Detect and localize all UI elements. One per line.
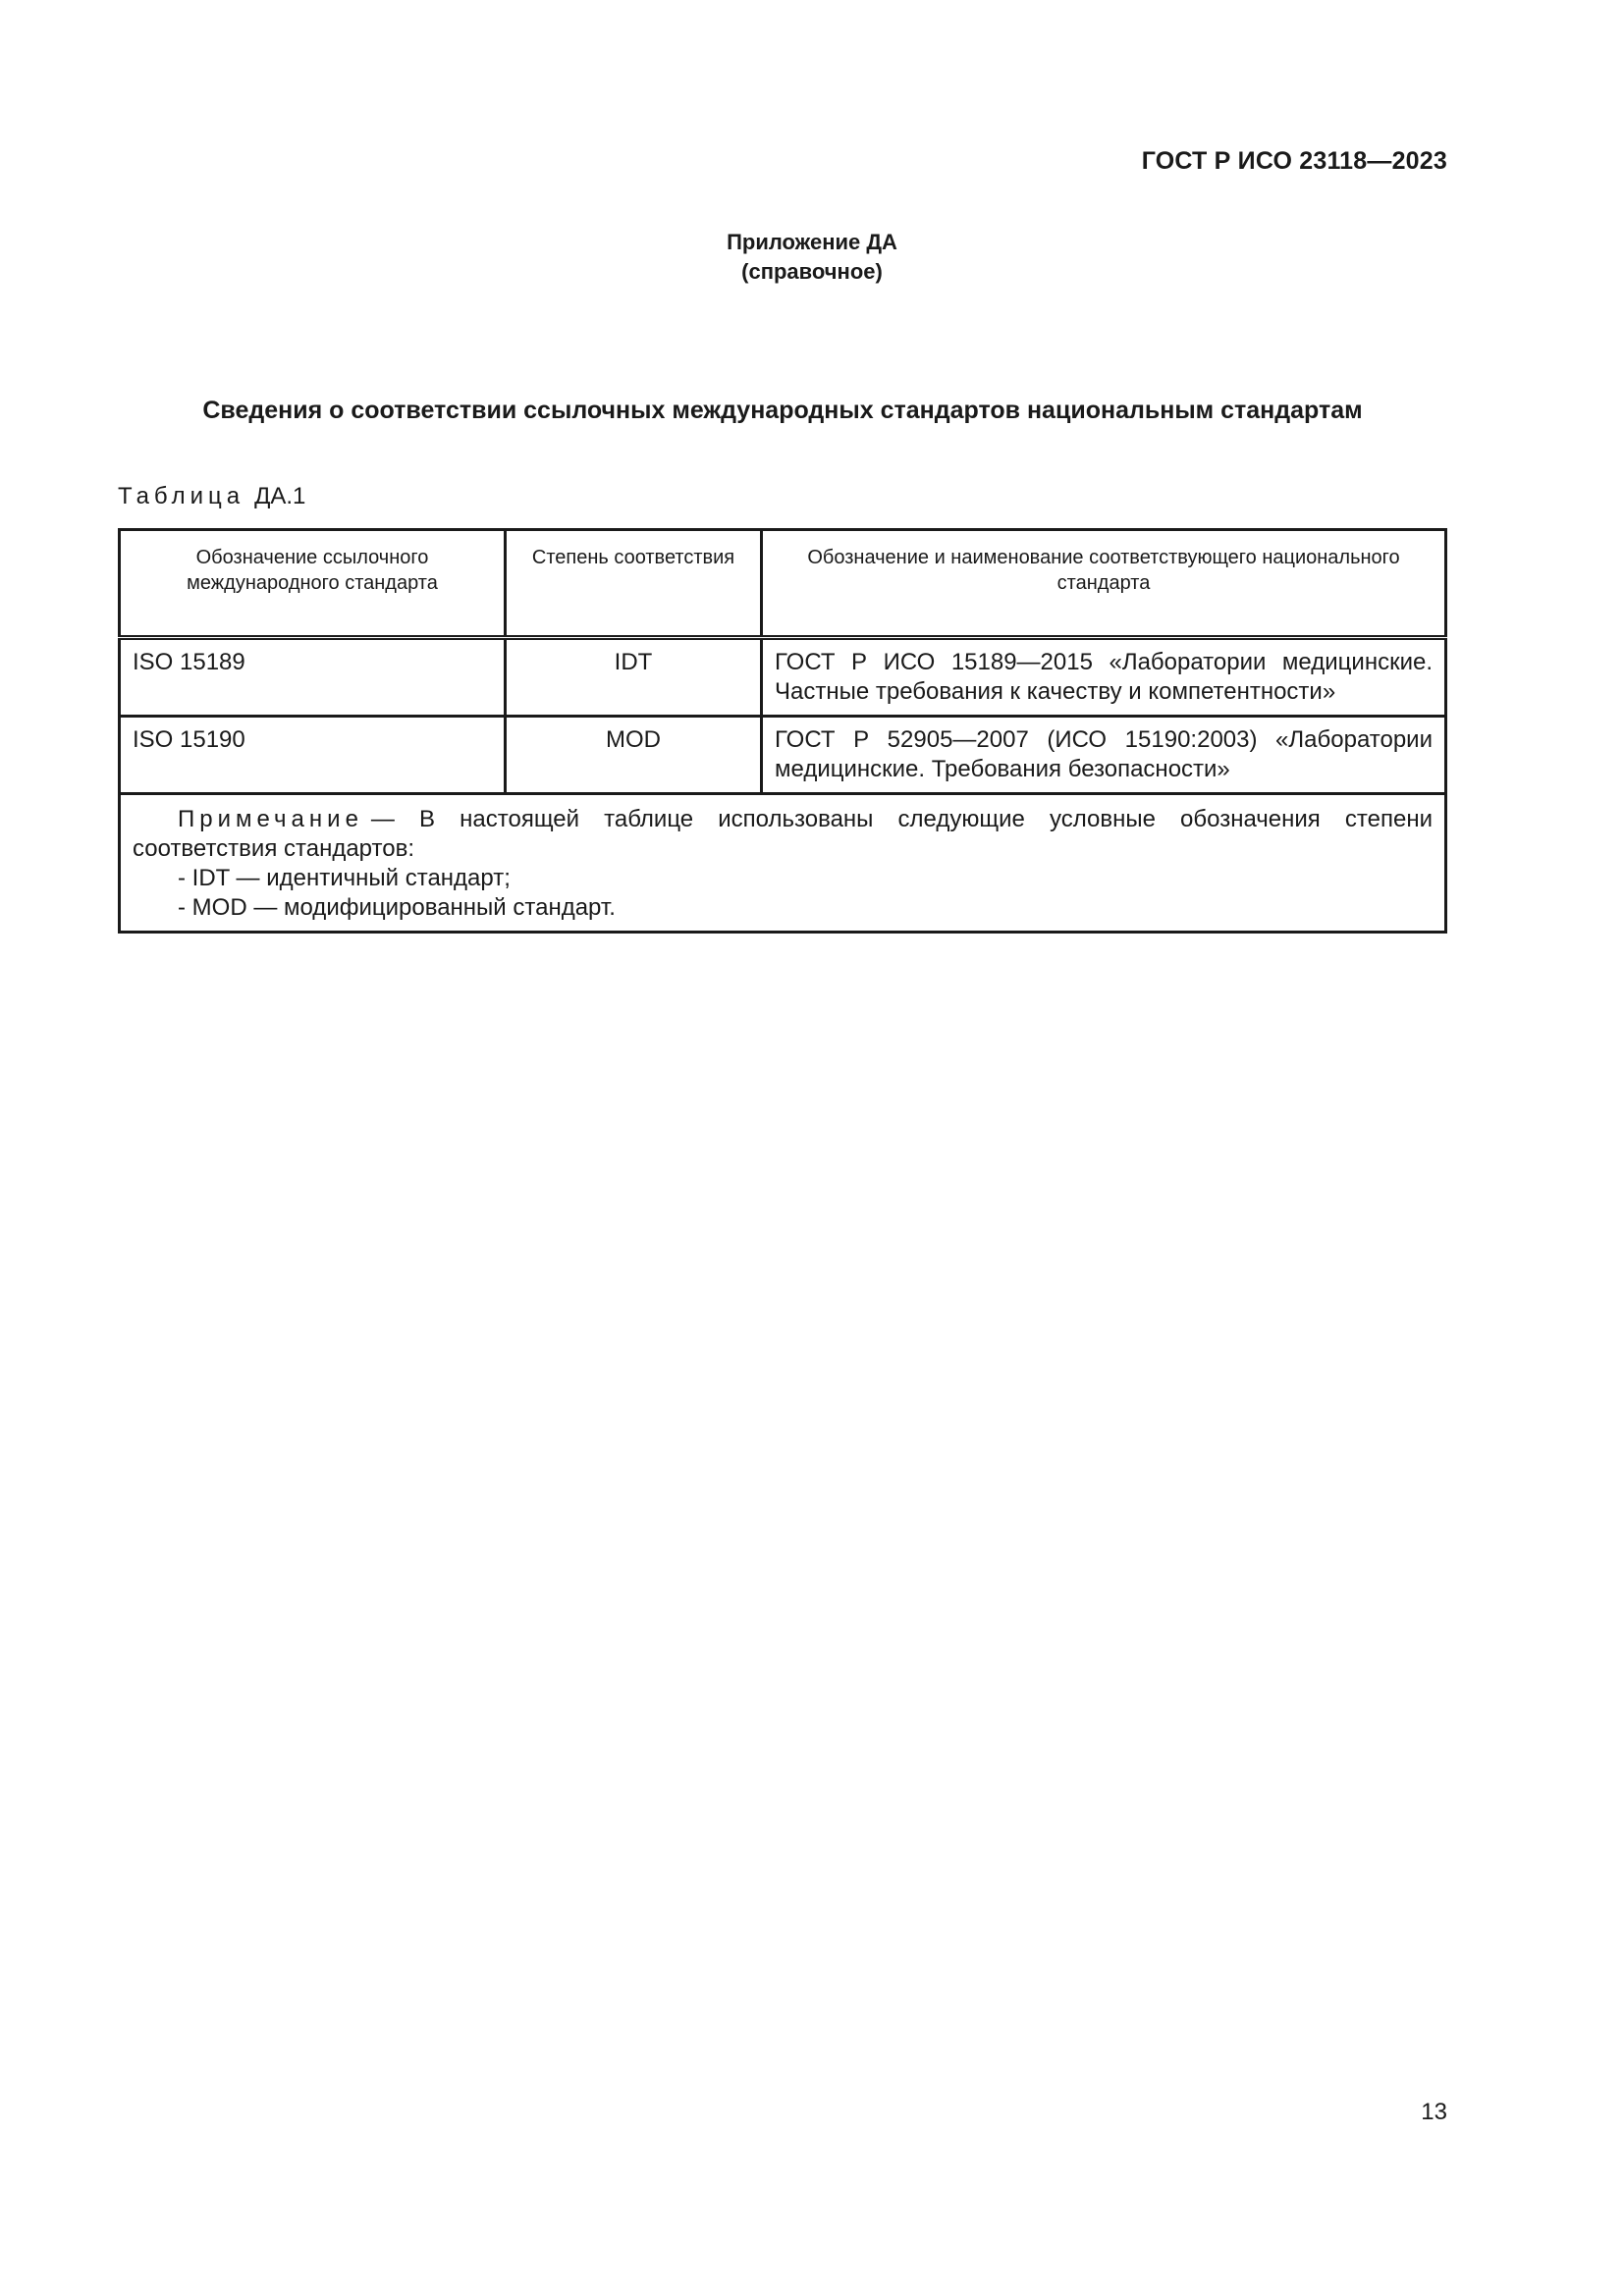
cell-degree: IDT: [506, 638, 762, 717]
cell-national-standard: ГОСТ Р ИСО 15189—2015 «Лаборатории медицинские. Частные требования к качеству и компетентности»: [762, 638, 1446, 717]
table-note-row: [120, 794, 1446, 933]
appendix-heading: [0, 228, 1624, 287]
document-code: ГОСТ Р ИСО 23118—2023: [1141, 147, 1447, 175]
appendix-title: Приложение ДА: [727, 230, 897, 254]
header-international-code: Обозначение ссылочного международного стандарта: [120, 530, 506, 638]
table-caption-id: ДА.1: [254, 483, 306, 509]
note-item-idt: - IDT — идентичный стандарт;: [178, 865, 511, 891]
note-text: [133, 805, 1433, 864]
table-caption-word: Таблица: [118, 483, 245, 509]
table-caption: [118, 483, 305, 510]
cell-international-code: ISO 15190: [120, 717, 506, 794]
table-row: [120, 717, 1446, 794]
section-title: Сведения о соответствии ссылочных международных стандартов национальным стандартам: [202, 397, 1363, 424]
header-national-standard: Обозначение и наименование соответствующего национального стандарта: [762, 530, 1446, 638]
table-header-row: [120, 530, 1446, 638]
cell-degree: MOD: [506, 717, 762, 794]
note-label: Примечание: [178, 806, 363, 832]
cell-international-code: ISO 15189: [120, 638, 506, 717]
appendix-subtitle: (справочное): [741, 259, 883, 284]
table-row: [120, 638, 1446, 717]
note-item-mod: - MOD — модифицированный стандарт.: [178, 894, 616, 921]
note-body: — В настоящей таблице использованы следующие условные обозначения степени соответствия стандартов:: [133, 806, 1433, 862]
page-number: 13: [1421, 2099, 1447, 2125]
header-degree: Степень соответствия: [506, 530, 762, 638]
correspondence-table: [118, 528, 1447, 934]
table-note: [120, 794, 1446, 933]
cell-national-standard: ГОСТ Р 52905—2007 (ИСО 15190:2003) «Лаборатории медицинские. Требования безопасности»: [762, 717, 1446, 794]
